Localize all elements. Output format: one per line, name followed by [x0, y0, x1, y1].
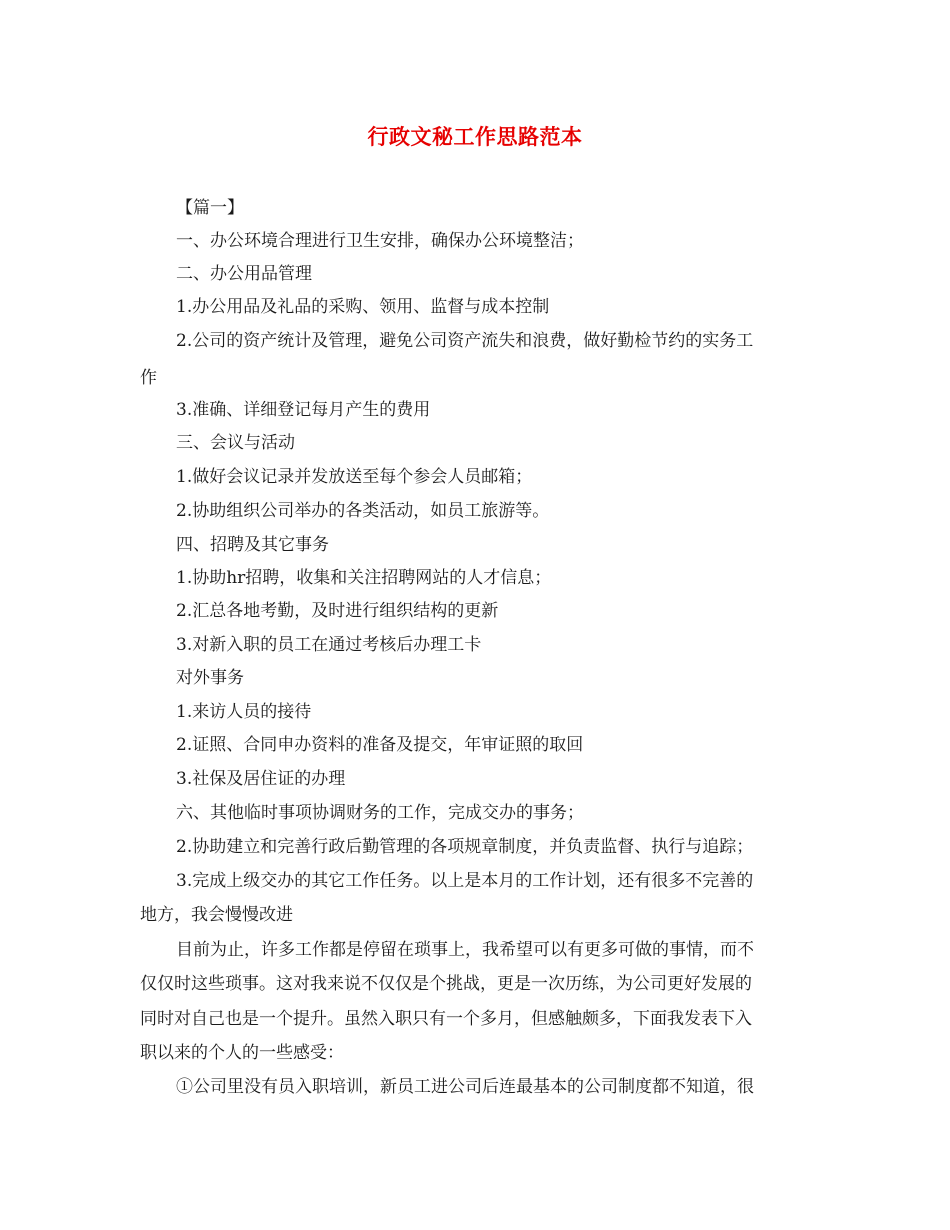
document-title: 行政文秘工作思路范本: [367, 124, 583, 149]
paragraph-line: 2.证照、合同申办资料的准备及提交，年审证照的取回: [176, 735, 584, 755]
paragraph-line: 地方，我会慢慢改进: [140, 905, 293, 925]
paragraph-line: 3.社保及居住证的办理: [176, 769, 346, 789]
paragraph-line: 3.准确、详细登记每月产生的费用: [176, 400, 431, 420]
paragraph-line: 目前为止，许多工作都是停留在琐事上，我希望可以有更多可做的事情，而不: [176, 940, 754, 960]
paragraph-line: 1.办公用品及礼品的采购、领用、监督与成本控制: [176, 297, 550, 317]
paragraph-line: 2.协助组织公司举办的各类活动，如员工旅游等。: [176, 501, 550, 521]
paragraph-line: 对外事务: [176, 668, 244, 688]
paragraph-line: 一、办公环境合理进行卫生安排，确保办公环境整洁；: [176, 231, 584, 251]
paragraph-line: 2.汇总各地考勤，及时进行组织结构的更新: [176, 601, 499, 621]
paragraph-line: 2.协助建立和完善行政后勤管理的各项规章制度，并负责监督、执行与追踪；: [176, 837, 754, 857]
paragraph-line: ①公司里没有员入职培训，新员工进公司后连最基本的公司制度都不知道，很: [176, 1077, 754, 1097]
paragraph-line: 2.公司的资产统计及管理，避免公司资产流失和浪费，做好勤检节约的实务工: [176, 331, 754, 351]
paragraph-line: 三、会议与活动: [176, 433, 295, 453]
paragraph-line: 1.来访人员的接待: [176, 702, 312, 722]
paragraph-line: 同时对自己也是一个提升。虽然入职只有一个多月，但感触颇多，下面我发表下入: [140, 1009, 752, 1029]
paragraph-line: 1.做好会议记录并发放送至每个参会人员邮箱；: [176, 467, 533, 487]
paragraph-line: 职以来的个人的一些感受：: [140, 1043, 344, 1063]
paragraph-line: 四、招聘及其它事务: [176, 535, 329, 555]
paragraph-line: 作: [140, 368, 157, 388]
section-heading: 【篇一】: [176, 198, 244, 218]
paragraph-line: 二、办公用品管理: [176, 264, 312, 284]
paragraph-line: 六、其他临时事项协调财务的工作，完成交办的事务；: [176, 803, 584, 823]
paragraph-line: 1.协助hr招聘，收集和关注招聘网站的人才信息；: [176, 568, 552, 588]
paragraph-line: 仅仅时这些琐事。这对我来说不仅仅是个挑战，更是一次历练，为公司更好发展的: [140, 974, 752, 994]
paragraph-line: 3.完成上级交办的其它工作任务。以上是本月的工作计划，还有很多不完善的: [176, 871, 754, 891]
paragraph-line: 3.对新入职的员工在通过考核后办理工卡: [176, 635, 482, 655]
